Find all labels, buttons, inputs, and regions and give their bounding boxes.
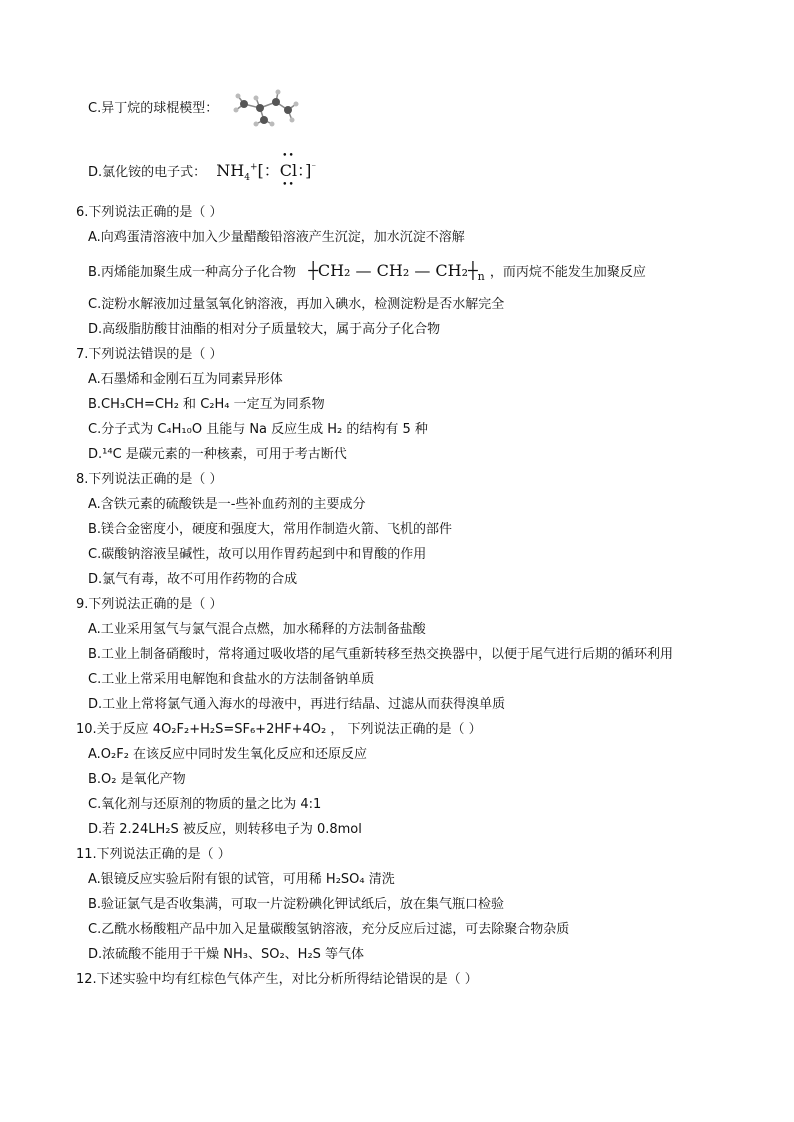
option-5d-text: D.氯化铵的电子式： [88,165,207,180]
option-11b: B.验证氯气是否收集满，可取一片淀粉碘化钾试纸后，放在集气瓶口检验 [88,897,505,912]
question-7: 7.下列说法错误的是（ ） [76,347,223,362]
option-7c: C.分子式为 C₄H₁₀O 且能与 Na 反应生成 H₂ 的结构有 5 种 [88,422,428,437]
option-9d: D.工业上常将氯气通入海水的母液中，再进行结晶、过滤从而获得溴单质 [88,697,506,712]
option-11d: D.浓硫酸不能用于干燥 NH₃、SO₂、H₂S 等气体 [88,947,365,962]
option-10b: B.O₂ 是氧化产物 [88,772,186,787]
option-6d: D.高级脂肪酸甘油酯的相对分子质量较大，属于高分子化合物 [88,322,441,337]
option-7a: A.石墨烯和金刚石互为同素异形体 [88,372,283,387]
option-10c: C.氧化剂与还原剂的物质的量之比为 4:1 [88,797,322,812]
option-8b: B.镁合金密度小，硬度和强度大，常用作制造火箭、飞机的部件 [88,522,453,537]
question-9: 9.下列说法正确的是（ ） [76,597,223,612]
option-6b: B.丙烯能加聚生成一种高分子化合物 ┼CH₂ — CH₂ — $CH_2┼_n$ ，而丙烷不能发生加聚反应 [88,261,646,284]
polymer-formula: ┼CH₂ — CH₂ — $CH_2┼_n$ [308,261,485,284]
isobutane-ball-stick-model [230,88,300,128]
option-10a: A.O₂F₂ 在该反应中同时发生氧化反应和还原反应 [88,747,368,762]
option-8a: A.含铁元素的硫酸铁是一-些补血药剂的主要成分 [88,497,366,512]
polymer-right-bracket: ┼ [468,261,478,280]
option-5d [88,151,317,190]
question-8: 8.下列说法正确的是（ ） [76,472,223,487]
option-5c-text: C.异丁烷的球棍模型： [88,101,219,116]
option-6c: C.淀粉水解液加过量氢氧化钠溶液，再加入碘水，检测淀粉是否水解完全 [88,297,505,312]
option-9c: C.工业上常采用电解饱和食盐水的方法制备钠单质 [88,672,375,687]
question-11: 11.下列说法正确的是（ ） [76,847,231,862]
question-10: 10.关于反应 4O₂F₂+H₂S=SF₆+2HF+4O₂ ， 下列说法正确的是（ ） [76,722,482,737]
question-12: 12.下述实验中均有红棕色气体产生，对比分析所得结论错误的是（ ） [76,972,478,987]
option-5c [88,100,218,118]
option-6a: A.向鸡蛋清溶液中加入少量醋酸铅溶液产生沉淀，加水沉淀不溶解 [88,230,465,245]
question-6: 6.下列说法正确的是（ ） [76,205,223,220]
ammonium-chloride-electron-formula: $NH_4^+$[： •• Cl •• ：]⁻ [216,151,317,190]
option-11a: A.银镜反应实验后附有银的试管，可用稀 H₂SO₄ 清洗 [88,872,395,887]
option-9b: B.工业上制备硝酸时，常将通过吸收塔的尾气重新转移至热交换器中，以便于尾气进行后期的循环利用 [88,647,674,662]
option-8c: C.碳酸钠溶液呈碱性，故可以用作胃药起到中和胃酸的作用 [88,547,427,562]
lone-pair-top: •• [282,151,295,161]
option-10d: D.若 2.24LH₂S 被反应，则转移电子为 0.8mol [88,822,362,837]
option-8d: D.氯气有毒，故不可用作药物的合成 [88,572,298,587]
lone-pair-bottom: •• [282,180,295,190]
option-11c: C.乙酰水杨酸粗产品中加入足量碳酸氢钠溶液，充分反应后过滤，可去除聚合物杂质 [88,922,570,937]
option-7b: B.CH₃CH=CH₂ 和 C₂H₄ 一定互为同系物 [88,397,325,412]
option-7d: D.¹⁴C 是碳元素的一种核素，可用于考古断代 [88,447,347,462]
option-9a: A.工业采用氢气与氯气混合点燃，加水稀释的方法制备盐酸 [88,622,426,637]
polymer-left-bracket: ┼ [308,261,318,280]
